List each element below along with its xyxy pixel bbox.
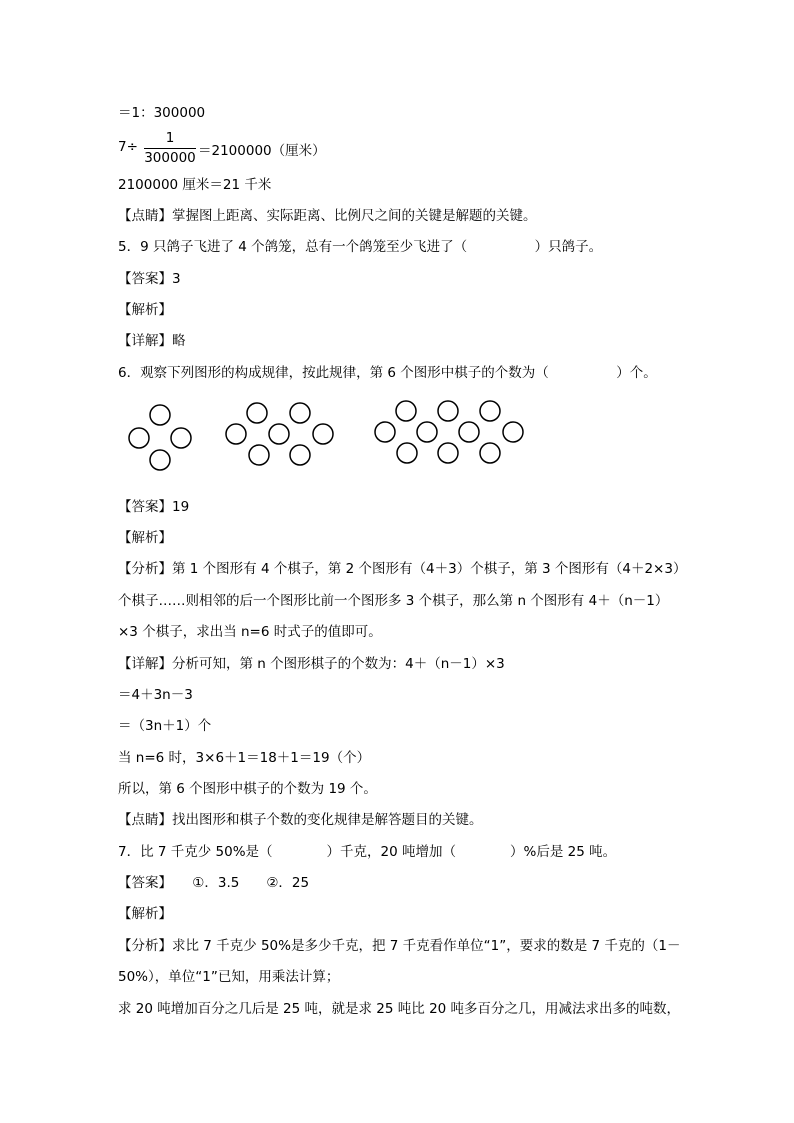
analysis-line: 个棋子……则相邻的后一个图形比前一个图形多 3 个棋子，那么第 n 个图形有 4＋（n－1） [118,593,669,609]
text-line: 2100000 厘米＝21 千米 [118,177,272,193]
conclusion-line: 所以，第 6 个图形中棋子的个数为 19 个。 [118,781,377,797]
analysis-line: 【分析】求比 7 千克少 50%是多少千克，把 7 千克看作单位“1”，要求的数是 7 千克的（1－ [118,938,681,954]
chess-piece [150,405,170,425]
chess-piece [397,443,417,463]
answer-label: 【答案】19 [118,499,190,515]
analysis-line: ×3 个棋子，求出当 n=6 时式子的值即可。 [118,624,382,640]
analysis-label: 【解析】 [118,302,172,318]
figure-3 [375,401,523,463]
chess-piece [290,445,310,465]
detail-line: 【详解】略 [118,333,186,349]
answer-label: 【答案】3 [118,271,181,287]
chess-piece [171,428,191,448]
question-5: 5．9 只鸽子飞进了 4 个鸽笼，总有一个鸽笼至少飞进了（ ）只鸽子。 [118,239,603,255]
chess-piece [438,401,458,421]
chess-piece [375,422,395,442]
tip-line: 【点睛】找出图形和棋子个数的变化规律是解答题目的关键。 [118,812,483,828]
chess-piece [396,401,416,421]
analysis-label: 【解析】 [118,530,172,546]
analysis-line: 求 20 吨增加百分之几后是 25 吨，就是求 25 吨比 20 吨多百分之几，用减法求出多的吨数， [118,1001,681,1017]
math-line: ＝（3n＋1）个 [118,718,212,734]
chess-piece [313,424,333,444]
text-line: ＝1：300000 [118,105,206,121]
chess-piece [129,428,149,448]
detail-line: 【详解】分析可知，第 n 个图形棋子的个数为：4＋（n－1）×3 [118,656,505,672]
fraction-denominator: 300000 [144,150,196,166]
answer-label: 【答案】 ①．3.5 ②．25 [118,875,310,891]
question-7: 7．比 7 千克少 50%是（ ）千克，20 吨增加（ ）%后是 25 吨。 [118,844,617,860]
question-6: 6．观察下列图形的构成规律，按此规律，第 6 个图形中棋子的个数为（ ）个。 [118,365,657,381]
chess-piece [290,403,310,423]
figure-1 [129,405,191,470]
math-line: 当 n=6 时，3×6＋1＝18＋1＝19（个） [118,750,371,766]
fraction-bar [144,148,196,149]
chess-piece [459,422,479,442]
chess-piece [503,422,523,442]
chess-piece [438,443,458,463]
analysis-line: 【分析】第 1 个图形有 4 个棋子，第 2 个图形有（4＋3）个棋子，第 3 个图形有（4＋2×3） [118,561,687,577]
chess-piece [226,424,246,444]
fraction-prefix: 7÷ [118,139,138,155]
fraction-suffix: ＝2100000（厘米） [198,143,326,159]
analysis-label: 【解析】 [118,906,172,922]
chess-piece [249,445,269,465]
math-line: ＝4＋3n－3 [118,687,193,703]
figure-2 [226,403,333,465]
fraction-numerator: 1 [165,130,175,146]
chess-pattern-figure [120,396,540,476]
chess-piece [417,422,437,442]
chess-piece [247,403,267,423]
analysis-line: 50%），单位“1”已知，用乘法计算； [118,969,340,985]
chess-piece [480,443,500,463]
chess-piece [150,450,170,470]
tip-line: 【点睛】掌握图上距离、实际距离、比例尺之间的关键是解题的关键。 [118,208,537,224]
chess-piece [269,424,289,444]
chess-piece [480,401,500,421]
